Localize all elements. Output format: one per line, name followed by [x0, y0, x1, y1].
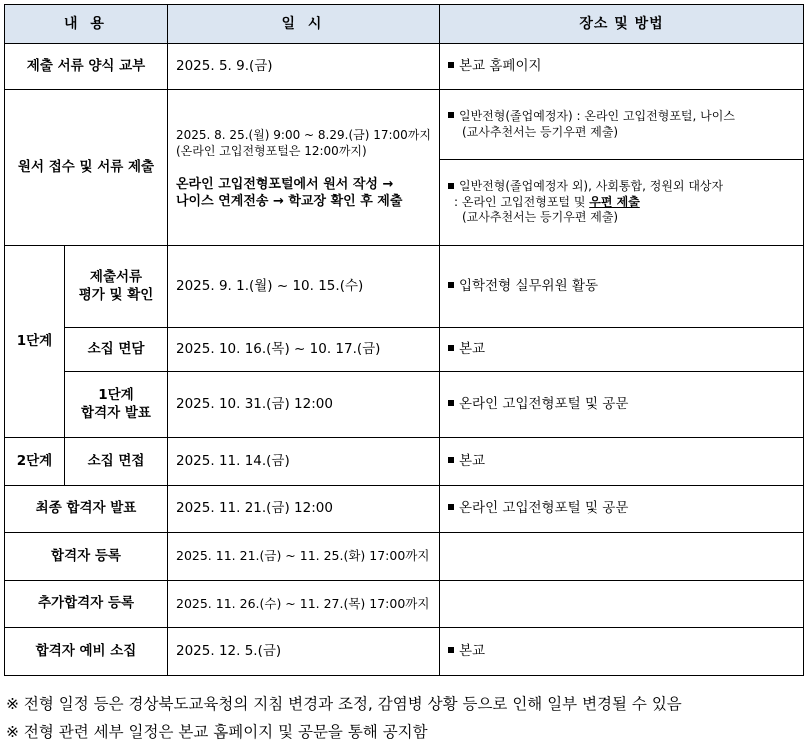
row-date: 2025. 10. 31.(금) 12:00 [168, 372, 440, 438]
place-text: (교사추천서는 등기우편 제출) [462, 210, 619, 225]
table-row [5, 246, 804, 328]
row-place [440, 628, 804, 676]
row-date: 2025. 12. 5.(금) [168, 628, 440, 676]
stage1-label: 1단계 [5, 246, 65, 438]
place-text: 본교 [459, 642, 486, 659]
table-row [5, 44, 804, 90]
category-line: 제출서류 [89, 268, 143, 285]
place-text: 일반전형(졸업예정자) : 온라인 고입전형포털, 나이스 [459, 108, 735, 123]
place-text: (교사추천서는 등기우편 제출) [462, 124, 619, 139]
category-line: 합격자 발표 [81, 404, 151, 421]
schedule-table [4, 4, 804, 676]
header-content: 내 용 [5, 5, 168, 44]
bullet-icon [448, 457, 454, 463]
bullet-icon [448, 504, 454, 510]
row-category: 합격자 예비 소집 [5, 628, 168, 676]
row-category: 소집 면담 [65, 328, 168, 372]
table-row [5, 628, 804, 676]
row-place [440, 372, 804, 438]
bullet-icon [448, 400, 454, 406]
place-text: : 온라인 고입전형포털 및 [454, 194, 590, 209]
category-line: 1단계 [98, 386, 134, 403]
table-header-row [5, 5, 804, 44]
bullet-icon [448, 62, 454, 68]
table-row [5, 90, 804, 160]
place-text: 본교 홈페이지 [459, 57, 542, 74]
row-date: 2025. 10. 16.(목) ~ 10. 17.(금) [168, 328, 440, 372]
place-underlined: 우편 제출 [589, 194, 640, 209]
row-date [168, 90, 440, 246]
row-place [440, 246, 804, 328]
table-row [5, 438, 804, 486]
bullet-icon [448, 345, 454, 351]
row-category: 추가합격자 등록 [5, 581, 168, 628]
row-place [440, 486, 804, 533]
bullet-icon [448, 112, 454, 118]
table-row [5, 533, 804, 581]
stage2-label: 2단계 [5, 438, 65, 486]
footnote: ※ 전형 일정 등은 경상북도교육청의 지침 변경과 조정, 감염병 상황 등으로 인해 일부 변경될 수 있음 [6, 695, 682, 713]
place-text: 본교 [459, 340, 486, 357]
header-place-method: 장소 및 방법 [440, 5, 804, 44]
footnotes [6, 690, 806, 746]
date-bold-line: 나이스 연계전송 → 학교장 확인 후 제출 [176, 194, 403, 210]
row-category: 원서 접수 및 서류 제출 [5, 90, 168, 246]
row-category: 소집 면접 [65, 438, 168, 486]
place-text: 온라인 고입전형포털 및 공문 [459, 395, 629, 412]
row-place [440, 533, 804, 581]
row-date: 2025. 9. 1.(월) ~ 10. 15.(수) [168, 246, 440, 328]
row-category [65, 372, 168, 438]
row-place [440, 44, 804, 90]
row-place [440, 438, 804, 486]
row-date: 2025. 11. 14.(금) [168, 438, 440, 486]
row-date: 2025. 5. 9.(금) [168, 44, 440, 90]
row-date: 2025. 11. 26.(수) ~ 11. 27.(목) 17:00까지 [168, 581, 440, 628]
row-place [440, 328, 804, 372]
table-row [5, 581, 804, 628]
row-date: 2025. 11. 21.(금) 12:00 [168, 486, 440, 533]
table-row [5, 372, 804, 438]
category-line: 평가 및 확인 [78, 286, 154, 303]
date-bold-line: 온라인 고입전형포털에서 원서 작성 → [176, 177, 394, 193]
row-place [440, 90, 804, 160]
row-date: 2025. 11. 21.(금) ~ 11. 25.(화) 17:00까지 [168, 533, 440, 581]
bullet-icon [448, 647, 454, 653]
footnote: ※ 전형 관련 세부 일정은 본교 홈페이지 및 공문을 통해 공지함 [6, 723, 428, 741]
place-text: 온라인 고입전형포털 및 공문 [459, 500, 629, 517]
row-category: 최종 합격자 발표 [5, 486, 168, 533]
header-schedule: 일 시 [168, 5, 440, 44]
row-category: 제출 서류 양식 교부 [5, 44, 168, 90]
bullet-icon [448, 183, 454, 189]
place-text: 일반전형(졸업예정자 외), 사회통합, 정원외 대상자 [459, 179, 724, 194]
row-place [440, 581, 804, 628]
row-category: 합격자 등록 [5, 533, 168, 581]
table-row [5, 486, 804, 533]
row-category [65, 246, 168, 328]
date-line: (온라인 고입전형포털은 12:00까지) [176, 143, 367, 158]
place-text: 입학전형 실무위원 활동 [459, 277, 598, 294]
place-text: 본교 [459, 452, 486, 469]
date-line: 2025. 8. 25.(월) 9:00 ~ 8.29.(금) 17:00까지 [176, 128, 431, 143]
row-place [440, 160, 804, 246]
bullet-icon [448, 282, 454, 288]
table-row [5, 328, 804, 372]
